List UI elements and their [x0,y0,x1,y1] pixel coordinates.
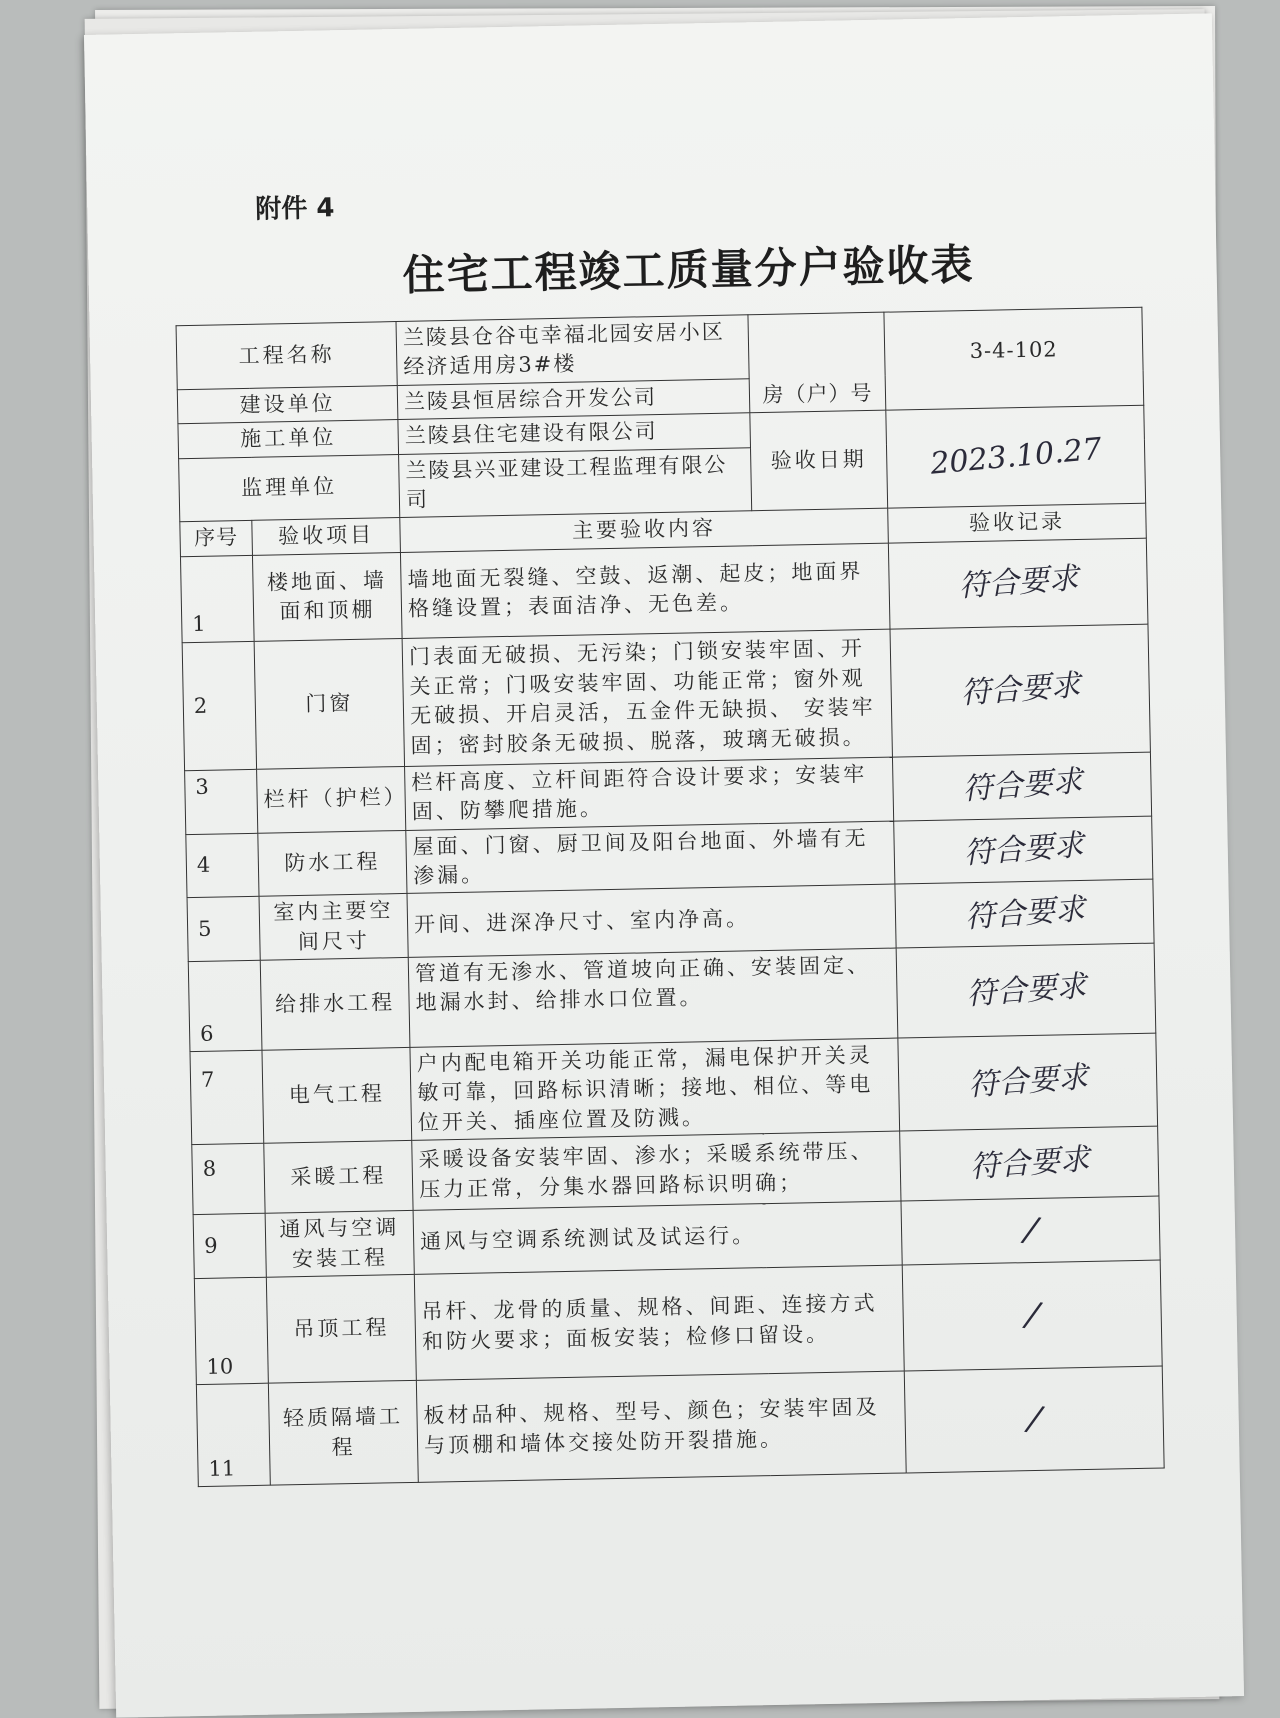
inspection-date-label: 验收日期 [750,410,888,511]
row-number: 7 [190,1050,264,1145]
row-number: 1 [180,555,254,642]
project-name-label: 工程名称 [176,322,397,390]
handwritten-record: 符合要求 [957,561,1080,605]
row-content: 屋面、门窗、厨卫间及阳台地面、外墙有无渗漏。 [406,821,895,894]
handwritten-slash: / [1025,1398,1044,1440]
handwritten-record: 符合要求 [959,668,1082,712]
row-content: 门表面无破损、无污染；门锁安装牢固、开关正常；门吸安装牢固、功能正常；窗外观无破损、开启灵活，五金件无缺损、 安装牢固；密封胶条无破损、脱落，玻璃无破损。 [402,629,892,766]
row-number: 10 [194,1277,268,1384]
col-header-content: 主要验收内容 [400,508,889,552]
inspection-date-cell [886,405,1146,508]
row-number: 9 [193,1213,266,1278]
info-row-project [176,307,1143,389]
attachment-label: 附件 4 [255,193,335,225]
row-content: 户内配电箱开关功能正常，漏电保护开关灵敏可靠，回路标识清晰；接地、相位、等电位开关、插座位置及防溅。 [410,1038,900,1141]
row-record [888,538,1148,629]
col-header-item: 验收项目 [252,518,401,555]
constructor-label: 施工单位 [178,420,399,459]
col-header-record: 验收记录 [888,504,1147,543]
row-item: 电气工程 [262,1047,412,1143]
row-record [892,752,1151,821]
supervisor-value: 兰陵县兴亚建设工程监理有限公司 [399,447,752,518]
row-item: 门窗 [254,638,404,769]
table-row [182,624,1150,771]
row-record [898,1033,1158,1131]
table-row [196,1366,1164,1487]
row-number: 6 [188,960,262,1051]
project-name-value: 兰陵县仓谷屯幸福北园安居小区经济适用房3#楼 [396,315,749,386]
row-number: 8 [192,1143,265,1214]
room-number-label: 房（户）号 [748,312,886,413]
row-record [900,1126,1159,1201]
row-item: 给排水工程 [260,958,410,1051]
table-row [194,1260,1162,1385]
row-content: 板材品种、规格、型号、颜色；安装牢固及与顶棚和墙体交接处防开裂措施。 [416,1371,906,1482]
builder-label: 建设单位 [177,385,398,424]
row-number: 11 [196,1383,270,1486]
handwritten-record: 符合要求 [960,763,1084,808]
row-content: 开间、进深净尺寸、室内净高。 [407,884,896,957]
col-header-no: 序号 [180,521,253,557]
handwritten-record: 符合要求 [966,1059,1089,1104]
row-content: 管道有无渗水、管道坡向正确、安装固定、地漏水封、给排水口位置。 [408,948,898,1047]
row-number: 5 [187,897,260,962]
acceptance-table [176,307,1165,1487]
row-content: 吊杆、龙骨的质量、规格、间距、连接方式和防火要求；面板安装；检修口留设。 [414,1265,904,1380]
row-record [901,1196,1160,1265]
handwritten-slash: / [1023,1294,1042,1336]
constructor-value: 兰陵县住宅建设有限公司 [398,413,751,454]
row-item: 栏杆（护栏） [257,766,406,833]
form-title: 住宅工程竣工质量分户验收表 [402,239,975,300]
handwritten-slash: / [1021,1209,1040,1251]
row-content: 通风与空调系统测试及试运行。 [413,1201,902,1274]
row-content: 墙地面无裂缝、空鼓、返潮、起皮；地面界格缝设置；表面洁净、无色差。 [400,543,890,638]
handwritten-record: 符合要求 [963,891,1086,936]
row-record [896,943,1156,1038]
row-number: 4 [186,833,259,898]
handwritten-record: 符合要求 [964,968,1088,1012]
row-content: 栏杆高度、立杆间距符合设计要求；安装牢固、防攀爬措施。 [405,757,894,830]
row-record [895,879,1154,948]
row-item: 轻质隔墙工程 [268,1380,418,1485]
row-item: 吊顶工程 [266,1274,416,1383]
inspection-date-value: 2023.10.27 [928,431,1103,482]
builder-value: 兰陵县恒居综合开发公司 [397,379,750,420]
row-item: 采暖工程 [264,1141,413,1214]
row-item: 防水工程 [258,830,407,897]
room-number-value: 3-4-102 [884,307,1144,410]
row-record [904,1366,1164,1473]
row-record [894,816,1153,885]
row-number: 2 [182,641,256,770]
form-sheet [84,13,1244,1717]
row-item: 楼地面、墙面和顶棚 [252,552,402,641]
row-item: 室内主要空间尺寸 [259,894,408,961]
supervisor-label: 监理单位 [179,454,400,522]
handwritten-record: 符合要求 [968,1141,1091,1186]
row-content: 采暖设备安装牢固、渗水；采暖系统带压、压力正常，分集水器回路标识明确； [412,1131,901,1210]
row-record [890,624,1150,757]
row-item: 通风与空调安装工程 [265,1211,414,1278]
row-record [902,1260,1162,1371]
handwritten-record: 符合要求 [962,827,1085,872]
row-number: 3 [185,769,258,834]
